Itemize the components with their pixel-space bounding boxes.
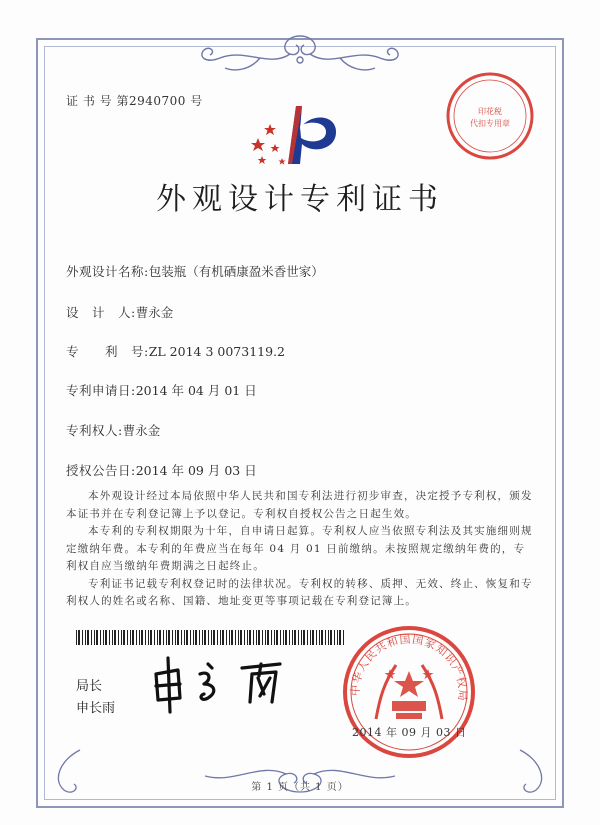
- grant-date-label: 授权公告日:: [66, 463, 136, 478]
- patentee-label: 专利权人:: [66, 423, 123, 438]
- design-name-label: 外观设计名称:: [66, 264, 149, 279]
- field-patent-no: [66, 342, 285, 360]
- field-patentee: [66, 421, 160, 439]
- grant-date-value: 2014 年 09 月 03 日: [135, 463, 257, 478]
- seal-date: 2014 年 09 月 03 日: [352, 726, 467, 739]
- field-grant-date: [66, 461, 257, 479]
- paragraph: 本外观设计经过本局依照中华人民共和国专利法进行初步审查，决定授予专利权，颁发本证书并在专利登记簿上予以登记。专利权自授权公告之日起生效。: [66, 490, 533, 520]
- patent-no-value: ZL 2014 3 0073119.2: [148, 344, 285, 359]
- sipo-logo-icon: [240, 100, 350, 168]
- certificate-number: 证 书 号 第2940700 号: [66, 94, 203, 108]
- paragraph: 专利证书记载专利权登记时的法律状况。专利权的转移、质押、无效、终止、恢复和专利权人的姓名或名称、国籍、地址变更等事项记载在专利登记簿上。: [66, 577, 533, 607]
- patentee-value: 曹永金: [122, 423, 161, 438]
- certificate-body: [66, 488, 536, 611]
- agency-seal-icon: [444, 70, 536, 162]
- barcode: [76, 630, 344, 645]
- agency-seal-line2: 代扣专用章: [470, 119, 510, 128]
- paragraph: 本专利的专利权期限为十年，自申请日起算。专利权人应当依照专利法及其实施细则规定缴纳年费。本专利的年费应当在每年 04 月 01 日前缴纳。未按照规定缴纳年费的，专利权自应当缴纳年费期满之日起终止。: [66, 525, 533, 572]
- top-ornament: [190, 28, 410, 78]
- certificate-title: 外观设计专利证书: [156, 182, 444, 217]
- patent-no-label: 专 利 号:: [66, 344, 149, 359]
- sipo-seal-icon: [340, 623, 478, 761]
- designer-label: 设 计 人:: [66, 305, 136, 320]
- page-footer: 第 1 页（共 1 页）: [251, 782, 349, 793]
- designer-value: 曹永金: [135, 305, 174, 320]
- field-design-name: [66, 262, 324, 280]
- design-name-value: 包装瓶（有机硒康盈米香世家）: [148, 264, 324, 279]
- field-filing-date: [66, 381, 257, 399]
- agency-seal-line1: 印花税: [478, 107, 502, 116]
- filing-date-value: 2014 年 04 月 01 日: [135, 383, 257, 398]
- field-designer: [66, 303, 173, 321]
- officer-title: 局长: [76, 679, 103, 694]
- officer-name: 申长雨: [76, 701, 116, 716]
- seal-text: 中华人民共和国国家知识产权局: [348, 632, 470, 702]
- filing-date-label: 专利申请日:: [66, 383, 136, 398]
- signature-icon: [148, 652, 298, 714]
